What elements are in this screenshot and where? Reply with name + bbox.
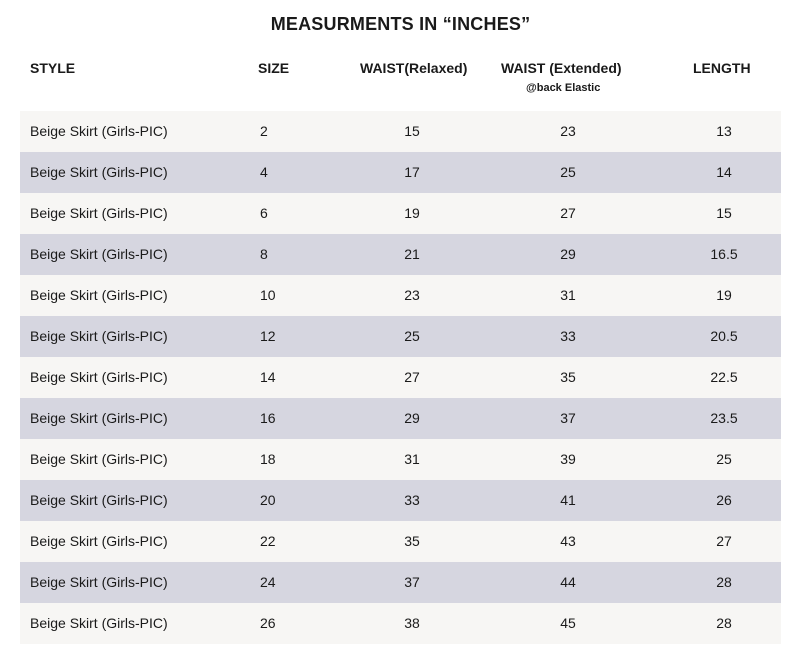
- header-size: SIZE: [258, 60, 290, 76]
- page-title: MEASURMENTS IN “INCHES”: [270, 14, 531, 34]
- cell-size: 26: [260, 615, 276, 631]
- table-row: Beige Skirt (Girls-PIC) 10 23 31 19: [20, 275, 781, 316]
- cell-style: Beige Skirt (Girls-PIC): [30, 369, 168, 385]
- cell-size: 18: [260, 451, 276, 467]
- cell-size: 8: [260, 246, 268, 262]
- table-row: Beige Skirt (Girls-PIC) 2 15 23 13: [20, 111, 781, 152]
- table-row: Beige Skirt (Girls-PIC) 6 19 27 15: [20, 193, 781, 234]
- table-row: Beige Skirt (Girls-PIC) 24 37 44 28: [20, 562, 781, 603]
- cell-style: Beige Skirt (Girls-PIC): [30, 164, 168, 180]
- size-table: [20, 111, 781, 644]
- cell-style: Beige Skirt (Girls-PIC): [30, 492, 168, 508]
- table-row: Beige Skirt (Girls-PIC) 4 17 25 14: [20, 152, 781, 193]
- cell-style: Beige Skirt (Girls-PIC): [30, 287, 168, 303]
- header-waist-extended: WAIST (Extended): [501, 60, 622, 76]
- cell-style: Beige Skirt (Girls-PIC): [30, 574, 168, 590]
- cell-size: 22: [260, 533, 276, 549]
- cell-size: 2: [260, 123, 268, 139]
- cell-style: Beige Skirt (Girls-PIC): [30, 615, 168, 631]
- cell-style: Beige Skirt (Girls-PIC): [30, 205, 168, 221]
- cell-size: 14: [260, 369, 276, 385]
- cell-style: Beige Skirt (Girls-PIC): [30, 123, 168, 139]
- table-row: Beige Skirt (Girls-PIC) 12 25 33 20.5: [20, 316, 781, 357]
- cell-style: Beige Skirt (Girls-PIC): [30, 451, 168, 467]
- table-row: Beige Skirt (Girls-PIC) 26 38 45 28: [20, 603, 781, 644]
- cell-style: Beige Skirt (Girls-PIC): [30, 246, 168, 262]
- table-header: [20, 58, 781, 104]
- cell-style: Beige Skirt (Girls-PIC): [30, 410, 168, 426]
- cell-size: 12: [260, 328, 276, 344]
- header-waist-extended-note: @back Elastic: [526, 82, 601, 94]
- table-row: Beige Skirt (Girls-PIC) 16 29 37 23.5: [20, 398, 781, 439]
- cell-size: 10: [260, 287, 276, 303]
- header-length: LENGTH: [693, 60, 751, 76]
- table-row: Beige Skirt (Girls-PIC) 18 31 39 25: [20, 439, 781, 480]
- header-style: STYLE: [30, 60, 76, 76]
- cell-size: 20: [260, 492, 276, 508]
- table-row: Beige Skirt (Girls-PIC) 22 35 43 27: [20, 521, 781, 562]
- cell-size: 16: [260, 410, 276, 426]
- table-row: Beige Skirt (Girls-PIC) 14 27 35 22.5: [20, 357, 781, 398]
- cell-style: Beige Skirt (Girls-PIC): [30, 533, 168, 549]
- cell-size: 24: [260, 574, 276, 590]
- header-waist-relaxed: WAIST(Relaxed): [360, 60, 468, 76]
- cell-size: 6: [260, 205, 268, 221]
- cell-style: Beige Skirt (Girls-PIC): [30, 328, 168, 344]
- table-row: Beige Skirt (Girls-PIC) 20 33 41 26: [20, 480, 781, 521]
- table-row: Beige Skirt (Girls-PIC) 8 21 29 16.5: [20, 234, 781, 275]
- cell-size: 4: [260, 164, 268, 180]
